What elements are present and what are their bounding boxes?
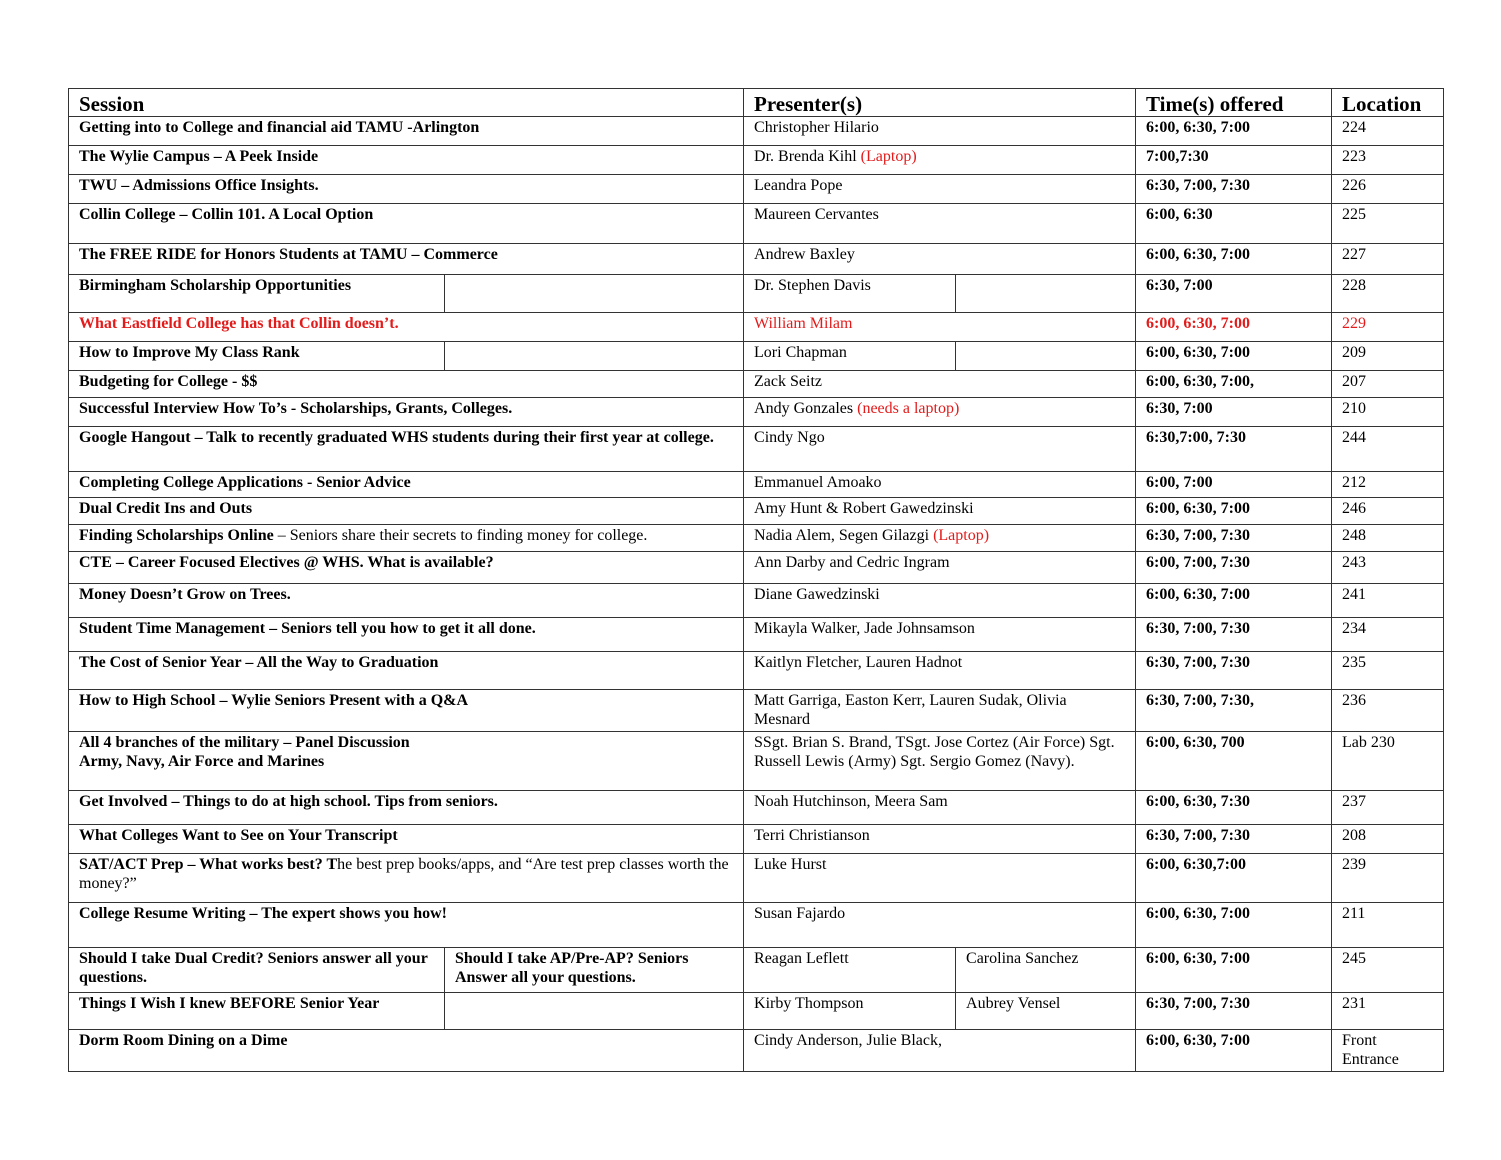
session-title: What Colleges Want to See on Your Transcript [69,825,744,854]
session-title: Money Doesn’t Grow on Trees. [69,584,744,618]
session-times: 6:00, 6:30, 7:00 [1136,498,1332,525]
table-row [69,1030,1444,1072]
session-location: 244 [1332,427,1444,472]
session-times: 6:00, 6:30, 7:00 [1136,244,1332,275]
session-description: he best prep books/apps, and “Are test prep classes worth the money?” [79,856,729,892]
presenter-name: Dr. Brenda Kihl [754,148,857,165]
session-location: 243 [1332,552,1444,584]
presenter-note: (Laptop) [860,148,917,165]
session-times: 6:30, 7:00, 7:30 [1136,525,1332,552]
session-title: How to Improve My Class Rank [69,342,445,371]
session-times: 6:00, 6:30, 7:00 [1136,948,1332,993]
session-title: The FREE RIDE for Honors Students at TAMU – Commerce [69,244,744,275]
presenter-name: William Milam [744,313,1136,342]
table-row [69,854,1444,903]
session-location: 248 [1332,525,1444,552]
table-row [69,732,1444,791]
table-row [69,204,1444,244]
presenter-name: Leandra Pope [744,175,1136,204]
session-title: College Resume Writing – The expert shows you how! [69,903,744,948]
session-location: 231 [1332,993,1444,1030]
session-title-cell [69,525,744,552]
session-times: 6:00, 6:30, 7:00 [1136,1030,1332,1072]
session-title: What Eastfield College has that Collin doesn’t. [69,313,744,342]
session-times: 6:00, 6:30, 7:00 [1136,117,1332,146]
session-times: 6:00, 6:30, 7:00 [1136,342,1332,371]
session-location: 246 [1332,498,1444,525]
session-title: Getting into to College and financial aid TAMU -Arlington [69,117,744,146]
times-header: Time(s) offered [1136,89,1332,117]
presenter-name-alt: Carolina Sanchez [956,948,1136,993]
table-row [69,371,1444,398]
presenter-cell [744,146,1136,175]
session-title: Dual Credit Ins and Outs [69,498,744,525]
table-row [69,948,1444,993]
presenter-name: Kirby Thompson [744,993,956,1030]
table-row [69,244,1444,275]
presenter-name: Kaitlyn Fletcher, Lauren Hadnot [744,652,1136,690]
session-times: 6:00, 6:30, 7:00 [1136,903,1332,948]
session-title: Get Involved – Things to do at high school. Tips from seniors. [69,791,744,825]
presenter-name: Noah Hutchinson, Meera Sam [744,791,1136,825]
session-location: 208 [1332,825,1444,854]
session-title: Finding Scholarships Online [79,527,274,544]
session-title: Google Hangout – Talk to recently graduated WHS students during their first year at college. [69,427,744,472]
session-location: 236 [1332,690,1444,732]
session-times: 6:00, 6:30, 7:00 [1136,584,1332,618]
table-row [69,472,1444,498]
session-title: CTE – Career Focused Electives @ WHS. What is available? [69,552,744,584]
session-title: The Wylie Campus – A Peek Inside [69,146,744,175]
session-subtitle: Army, Navy, Air Force and Marines [79,753,325,770]
presenter-name: SSgt. Brian S. Brand, TSgt. Jose Cortez (Air Force) Sgt. Russell Lewis (Army) Sgt. Sergio Gomez (Navy). [744,732,1136,791]
empty-cell [445,342,744,371]
empty-cell [445,275,744,313]
table-row [69,791,1444,825]
session-location: 241 [1332,584,1444,618]
session-title: Budgeting for College - $$ [69,371,744,398]
table-row [69,525,1444,552]
session-title: Things I Wish I knew BEFORE Senior Year [69,993,445,1030]
session-location: 207 [1332,371,1444,398]
session-times: 6:30, 7:00, 7:30 [1136,993,1332,1030]
session-title: Should I take Dual Credit? Seniors answer all your questions. [69,948,445,993]
session-location: 226 [1332,175,1444,204]
presenter-name: Matt Garriga, Easton Kerr, Lauren Sudak, Olivia Mesnard [744,690,1136,732]
table-row [69,427,1444,472]
session-title: Birmingham Scholarship Opportunities [69,275,445,313]
presenter-note: (Laptop) [933,527,990,544]
presenter-name: Maureen Cervantes [744,204,1136,244]
session-times: 6:00, 6:30, 7:30 [1136,791,1332,825]
table-row [69,117,1444,146]
session-location: 210 [1332,398,1444,427]
session-location: 209 [1332,342,1444,371]
session-header: Session [69,89,744,117]
presenter-name: Luke Hurst [744,854,1136,903]
presenter-name: Cindy Anderson, Julie Black, [744,1030,1136,1072]
session-times: 6:30,7:00, 7:30 [1136,427,1332,472]
session-location: 239 [1332,854,1444,903]
presenter-name: Susan Fajardo [744,903,1136,948]
session-title: TWU – Admissions Office Insights. [69,175,744,204]
session-title: The Cost of Senior Year – All the Way to Graduation [69,652,744,690]
table-row [69,618,1444,652]
empty-cell [956,342,1136,371]
table-row-highlighted [69,313,1444,342]
presenter-name: Dr. Stephen Davis [744,275,956,313]
header-row [69,89,1444,117]
session-location: Lab 230 [1332,732,1444,791]
session-times: 6:00, 6:30,7:00 [1136,854,1332,903]
session-times: 6:30, 7:00, 7:30 [1136,618,1332,652]
session-location: 234 [1332,618,1444,652]
session-times: 6:30, 7:00, 7:30 [1136,825,1332,854]
presenter-name: Ann Darby and Cedric Ingram [744,552,1136,584]
session-times: 6:30, 7:00 [1136,275,1332,313]
session-times: 6:30, 7:00, 7:30, [1136,690,1332,732]
session-location: 212 [1332,472,1444,498]
session-location: 223 [1332,146,1444,175]
session-times: 6:00, 6:30, 7:00 [1136,313,1332,342]
table-row [69,690,1444,732]
session-title-cell [69,732,744,791]
session-title-alt: Should I take AP/Pre-AP? Seniors Answer all your questions. [445,948,744,993]
session-times: 6:00, 6:30, 7:00, [1136,371,1332,398]
presenter-name: Nadia Alem, Segen Gilazgi [754,527,930,544]
table-row [69,825,1444,854]
session-location: 225 [1332,204,1444,244]
session-title-cell [69,854,744,903]
table-row [69,175,1444,204]
presenters-header: Presenter(s) [744,89,1136,117]
presenter-cell [744,398,1136,427]
session-location: 228 [1332,275,1444,313]
table-row [69,903,1444,948]
session-title: Completing College Applications - Senior Advice [69,472,744,498]
table-row [69,584,1444,618]
session-location: 245 [1332,948,1444,993]
session-times: 7:00,7:30 [1136,146,1332,175]
presenter-name: Diane Gawedzinski [744,584,1136,618]
session-schedule-table [68,88,1444,1072]
presenter-name: Lori Chapman [744,342,956,371]
session-description: – Seniors share their secrets to finding money for college. [273,527,648,544]
presenter-note: (needs a laptop) [857,400,960,417]
presenter-name: Zack Seitz [744,371,1136,398]
session-title: Successful Interview How To’s - Scholarships, Grants, Colleges. [69,398,744,427]
location-header: Location [1332,89,1444,117]
table-row [69,993,1444,1030]
table-row [69,146,1444,175]
presenter-name: Reagan Leflett [744,948,956,993]
session-times: 6:30, 7:00, 7:30 [1136,652,1332,690]
presenter-name: Andy Gonzales [754,400,854,417]
empty-cell [445,993,744,1030]
presenter-name: Cindy Ngo [744,427,1136,472]
table-row [69,342,1444,371]
table-row [69,398,1444,427]
session-location: Front Entrance [1332,1030,1444,1072]
session-location: 237 [1332,791,1444,825]
session-times: 6:30, 7:00 [1136,398,1332,427]
table-row [69,552,1444,584]
presenter-name: Terri Christianson [744,825,1136,854]
presenter-name: Mikayla Walker, Jade Johnsamson [744,618,1136,652]
session-title: Collin College – Collin 101. A Local Option [69,204,744,244]
presenter-cell [744,525,1136,552]
presenter-name: Christopher Hilario [744,117,1136,146]
presenter-name-alt: Aubrey Vensel [956,993,1136,1030]
session-times: 6:00, 6:30, 700 [1136,732,1332,791]
presenter-name: Emmanuel Amoako [744,472,1136,498]
session-times: 6:00, 7:00 [1136,472,1332,498]
session-title: All 4 branches of the military – Panel Discussion [79,734,410,751]
session-title: Dorm Room Dining on a Dime [69,1030,744,1072]
table-row [69,498,1444,525]
session-times: 6:00, 6:30 [1136,204,1332,244]
session-title: Student Time Management – Seniors tell you how to get it all done. [69,618,744,652]
session-title: How to High School – Wylie Seniors Present with a Q&A [69,690,744,732]
session-location: 227 [1332,244,1444,275]
table-row [69,652,1444,690]
session-times: 6:00, 7:00, 7:30 [1136,552,1332,584]
session-times: 6:30, 7:00, 7:30 [1136,175,1332,204]
session-title: SAT/ACT Prep – What works best? T [79,856,338,873]
session-location: 211 [1332,903,1444,948]
session-location: 229 [1332,313,1444,342]
presenter-name: Andrew Baxley [744,244,1136,275]
presenter-name: Amy Hunt & Robert Gawedzinski [744,498,1136,525]
table-row [69,275,1444,313]
session-location: 235 [1332,652,1444,690]
empty-cell [956,275,1136,313]
session-location: 224 [1332,117,1444,146]
